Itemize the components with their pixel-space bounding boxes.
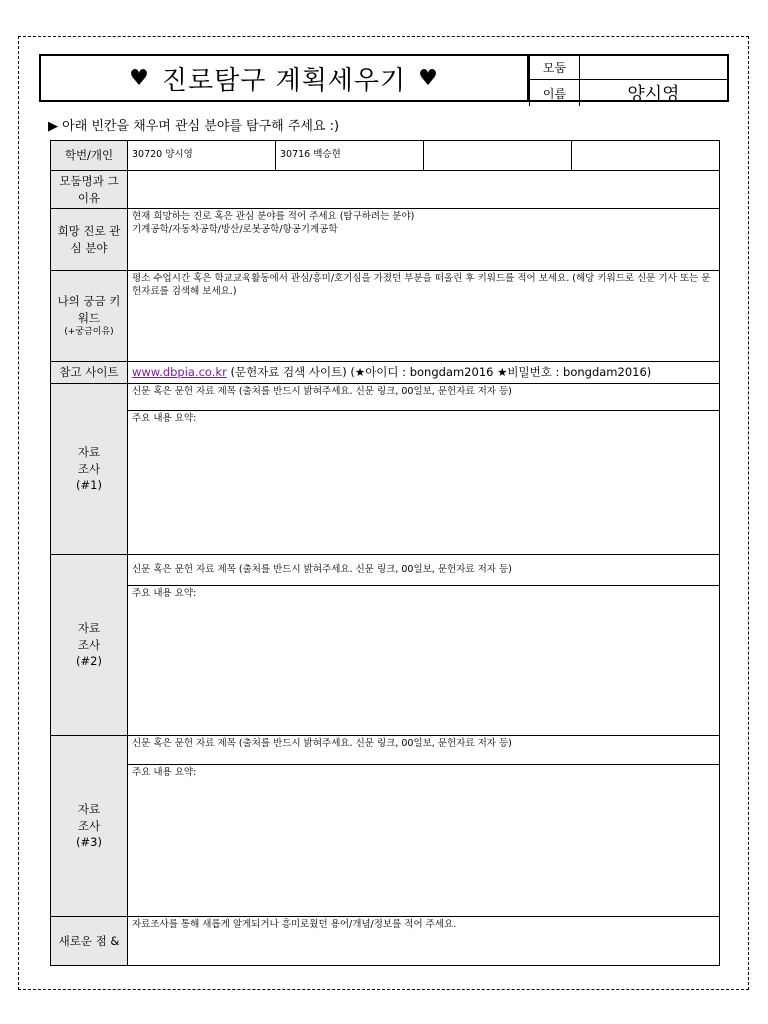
keywords-sublabel: (+궁금이유)	[64, 327, 114, 338]
interest-label: 희망 진로 관심 분야	[51, 209, 128, 271]
interest-value: 기계공학/자동차공학/방산/로봇공학/항공기계공학	[132, 224, 338, 236]
research-label-line: (#3)	[76, 835, 102, 850]
group-name-field[interactable]	[128, 171, 720, 209]
table-row	[51, 555, 720, 586]
interest-prompt: 현재 희망하는 진로 혹은 관심 분야를 적어 주세요 (탐구하려는 분야)	[132, 211, 415, 223]
research-label-line: 조사	[77, 818, 101, 833]
research-1-title-field[interactable]: 신문 혹은 문헌 자료 제목 (출처를 반드시 밝혀주세요. 신문 링크, 00일보, 문헌자료 저자 등)	[128, 384, 720, 411]
instruction-text: ▶ 아래 빈칸을 채우며 관심 분야를 탐구해 주세요 :)	[48, 119, 340, 134]
research-2-summary-field[interactable]: 주요 내용 요약:	[128, 586, 720, 736]
heart-icon: ♥	[418, 65, 439, 91]
research-1-summary-field[interactable]: 주요 내용 요약:	[128, 411, 720, 555]
research-label-line: 조사	[77, 637, 101, 652]
table-row	[51, 271, 720, 362]
name-label: 이름	[529, 80, 579, 106]
reference-field	[128, 362, 720, 384]
name-field[interactable]: 양시영	[579, 80, 727, 106]
new-points-field[interactable]: 자료조사를 통해 새롭게 알게되거나 흥미로웠던 용어/개념/정보를 적어 주세요.	[128, 917, 720, 966]
keywords-prompt: 평소 수업시간 혹은 학교교육활동에서 관심/흥미/호기심을 가졌던 부분을 떠올린 후 키워드를 적어 보세요. (해당 키워드로 신문 기사 또는 문헌자료를 검색해 보세요.)	[132, 273, 711, 298]
heart-icon: ♥	[129, 65, 150, 91]
research-3-summary-field[interactable]: 주요 내용 요약:	[128, 765, 720, 917]
name-box	[529, 54, 729, 105]
research-label-line: 자료	[77, 445, 101, 459]
keywords-field[interactable]	[128, 271, 720, 362]
table-row	[51, 141, 720, 171]
research-label-line: 자료	[77, 802, 101, 816]
research-label-line: (#2)	[76, 654, 102, 669]
interest-field[interactable]	[128, 209, 720, 271]
worksheet-table	[50, 140, 720, 966]
table-row	[51, 765, 720, 917]
new-points-label: 새로운 점 &	[51, 917, 128, 966]
research-label-1	[51, 384, 128, 555]
dbpia-link[interactable]: www.dbpia.co.kr	[132, 364, 227, 379]
table-row	[51, 171, 720, 209]
research-label-3	[51, 736, 128, 917]
student-label: 학번/개인	[51, 141, 128, 171]
student-cell[interactable]: 30720 양시영	[128, 141, 276, 171]
keywords-label-text: 나의 궁금 키워드	[57, 294, 121, 325]
student-cell[interactable]	[572, 141, 720, 171]
group-name-label: 모둠명과 그 이유	[51, 171, 128, 209]
group-field[interactable]	[579, 56, 727, 80]
table-row	[51, 736, 720, 765]
table-row	[51, 362, 720, 384]
student-cell[interactable]: 30716 백승현	[276, 141, 424, 171]
table-row	[51, 209, 720, 271]
title-text: 진로탐구 계획세우기	[161, 65, 407, 96]
table-row	[51, 384, 720, 411]
keywords-label	[51, 271, 128, 362]
table-row	[51, 586, 720, 736]
group-label: 모둠	[529, 56, 579, 80]
research-label-line: (#1)	[76, 478, 102, 493]
page-title	[39, 54, 529, 102]
reference-text: (문헌자료 검색 사이트) (★아이디 : bongdam2016 ★비밀번호 : bongdam2016)	[226, 364, 652, 379]
research-3-title-field[interactable]: 신문 혹은 문헌 자료 제목 (출처를 반드시 밝혀주세요. 신문 링크, 00일보, 문헌자료 저자 등)	[128, 736, 720, 765]
research-label-line: 자료	[77, 621, 101, 635]
research-label-2	[51, 555, 128, 736]
student-cell[interactable]	[424, 141, 572, 171]
research-label-line: 조사	[77, 461, 101, 476]
reference-label: 참고 사이트	[51, 362, 128, 384]
table-row	[51, 917, 720, 966]
research-2-title-field[interactable]: 신문 혹은 문헌 자료 제목 (출처를 반드시 밝혀주세요. 신문 링크, 00일보, 문헌자료 저자 등)	[128, 555, 720, 586]
table-row	[51, 411, 720, 555]
